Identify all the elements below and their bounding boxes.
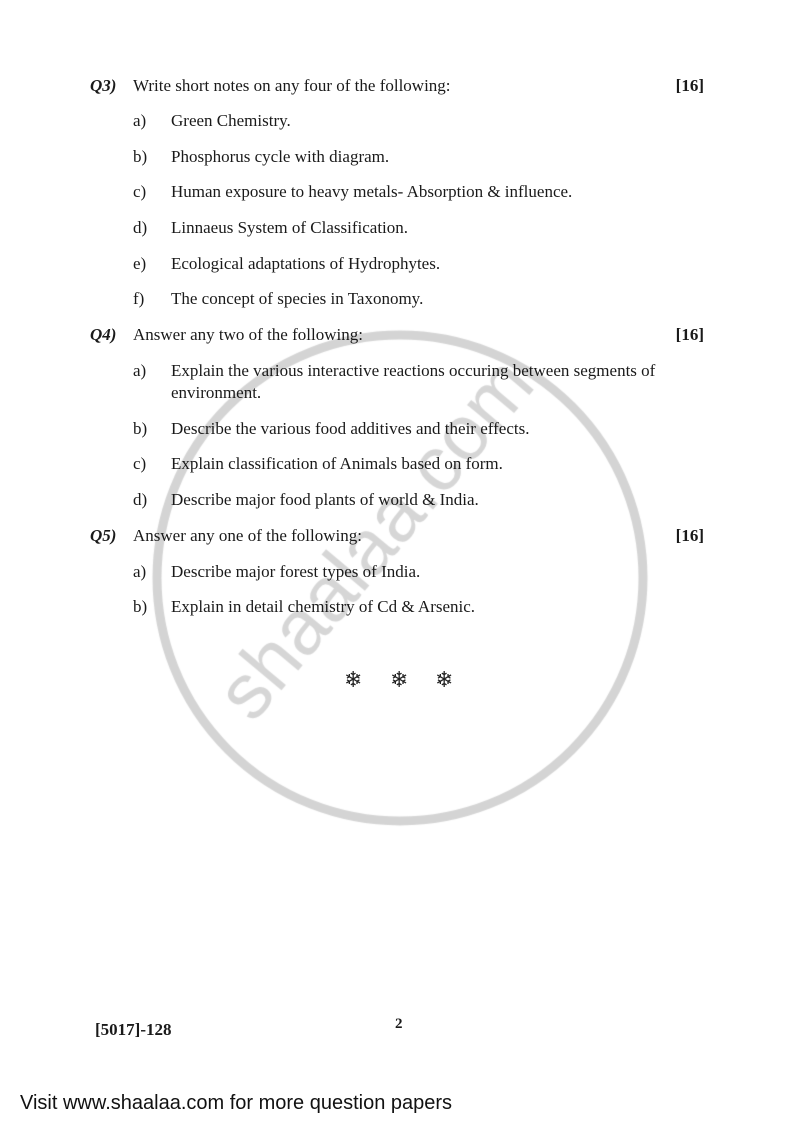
item-letter: c) [133, 182, 147, 201]
item-text: Describe major food plants of world & India. [171, 490, 479, 509]
item-text: Ecological adaptations of Hydrophytes. [171, 254, 441, 273]
item-text: Describe the various food additives and their effects. [171, 419, 530, 438]
item-text: Explain in detail chemistry of Cd & Arsenic. [171, 597, 476, 616]
question-text: Write short notes on any four of the following: [133, 76, 451, 95]
item-text: Explain classification of Animals based on form. [171, 454, 503, 473]
item-text: Green Chemistry. [171, 111, 291, 130]
item-text: Explain the various interactive reactions occuring between segments of environment. [171, 361, 656, 402]
item-text: Human exposure to heavy metals- Absorption & influence. [171, 182, 573, 201]
snowflake-icon: ❄ [435, 668, 454, 693]
item-letter: d) [133, 490, 148, 509]
item-letter: b) [133, 419, 148, 438]
question-marks: [16] [675, 325, 704, 344]
item-letter: f) [133, 289, 145, 308]
question-text: Answer any two of the following: [133, 325, 363, 344]
item-letter: b) [133, 147, 148, 166]
question-marks: [16] [675, 526, 704, 545]
question-text: Answer any one of the following: [133, 526, 362, 545]
snowflake-icon: ❄ [390, 668, 409, 693]
item-letter: a) [133, 361, 147, 380]
item-text: The concept of species in Taxonomy. [171, 289, 424, 308]
item-text: Phosphorus cycle with diagram. [171, 147, 390, 166]
page-number: 2 [395, 1016, 403, 1032]
question-marks: [16] [675, 76, 704, 95]
item-letter: a) [133, 111, 147, 130]
question-label: Q3) [90, 76, 117, 95]
paper-code: [5017]-128 [95, 1020, 172, 1039]
item-text: Linnaeus System of Classification. [171, 218, 409, 237]
visit-banner[interactable]: Visit www.shaalaa.com for more question papers [20, 1092, 453, 1114]
item-letter: e) [133, 254, 147, 273]
item-letter: b) [133, 597, 148, 616]
question-label: Q5) [90, 526, 117, 545]
item-letter: c) [133, 454, 147, 473]
item-letter: a) [133, 562, 147, 581]
item-letter: d) [133, 218, 148, 237]
question-label: Q4) [90, 325, 117, 344]
item-text: Describe major forest types of India. [171, 562, 421, 581]
snowflake-icon: ❄ [344, 668, 363, 693]
